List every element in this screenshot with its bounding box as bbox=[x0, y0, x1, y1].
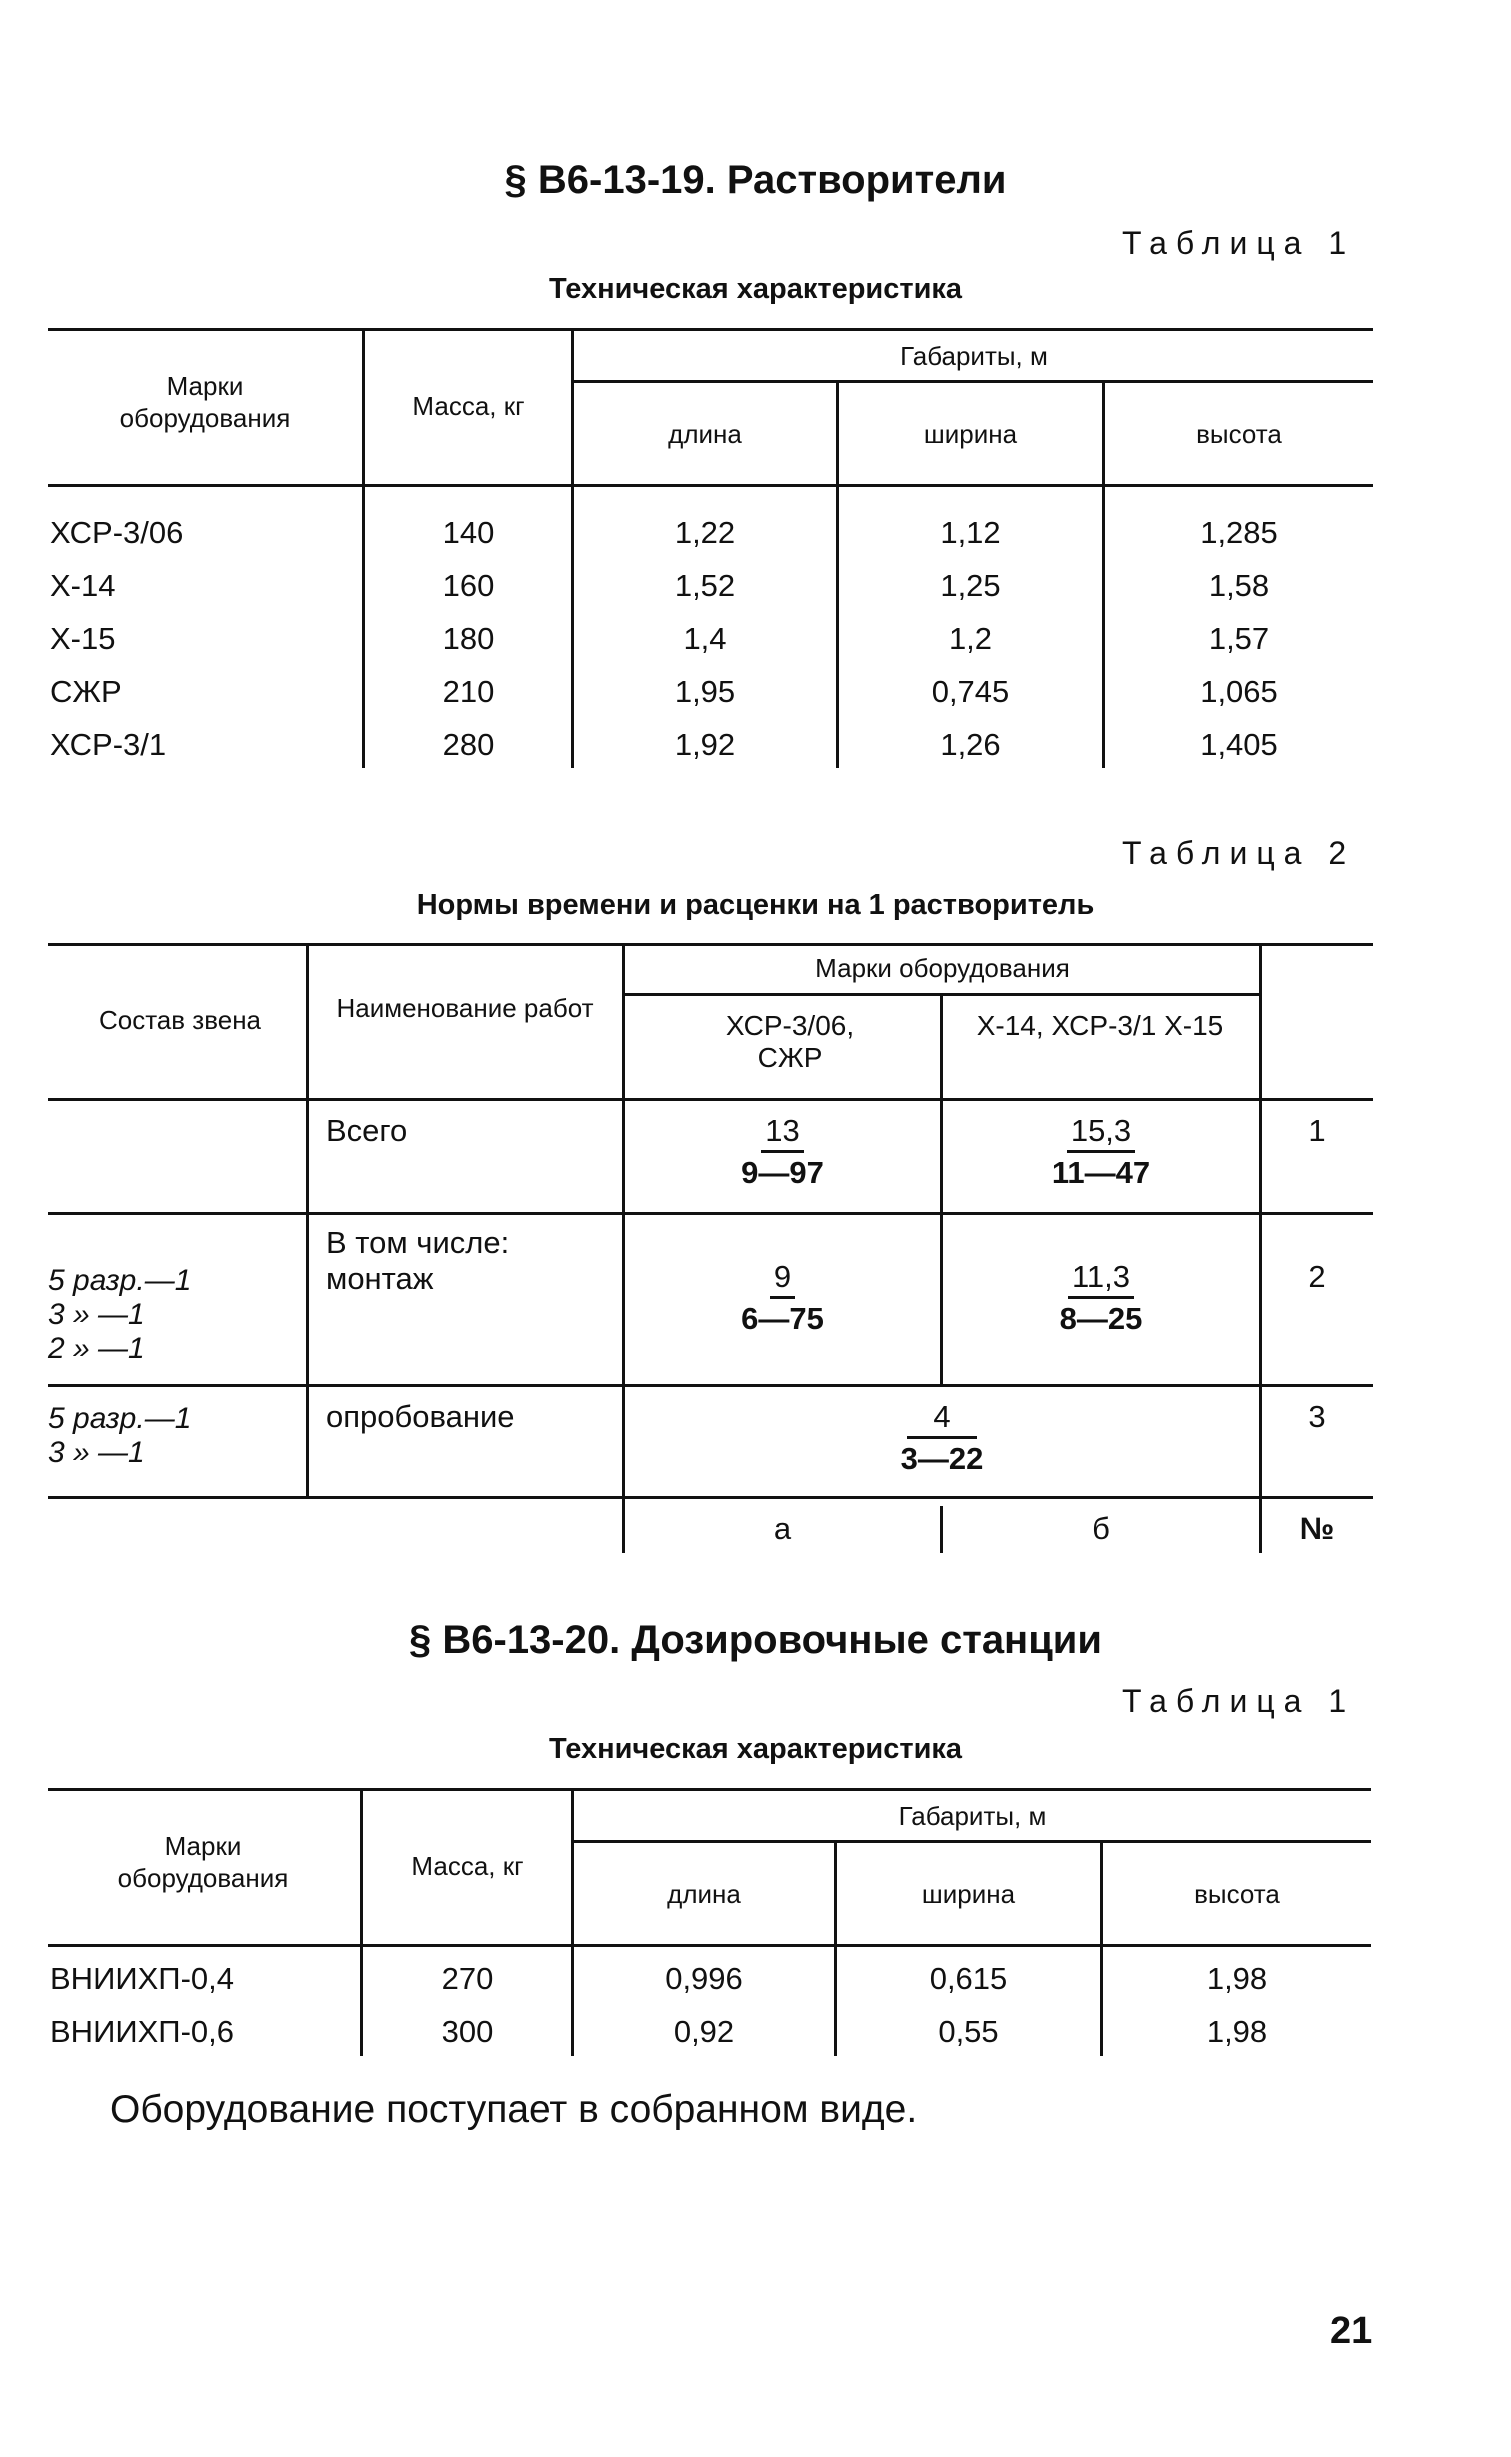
section1-table2-caption: Нормы времени и расценки на 1 растворитель bbox=[416, 889, 1095, 921]
section1-table1-caption: Техническая характеристика bbox=[548, 273, 963, 305]
header-col-a: ХСР-3/06, СЖР bbox=[725, 1010, 855, 1073]
section2-title: § В6-13-20. Дозировочные станции bbox=[409, 1618, 1102, 1662]
page-number: 21 bbox=[1330, 2310, 1373, 2352]
section2-table1-label: Таблица 1 bbox=[1122, 1683, 1356, 1719]
section1-title: § В6-13-19. Растворители bbox=[504, 158, 1007, 202]
section2-table1-caption: Техническая характеристика bbox=[548, 1733, 963, 1765]
header-height: высота bbox=[1196, 419, 1282, 449]
header-brand: Марки оборудования bbox=[119, 371, 291, 433]
header-crew: Состав звена bbox=[98, 1005, 262, 1035]
header-length: длина bbox=[668, 419, 742, 449]
header-brand: Марки оборудования bbox=[117, 1831, 289, 1893]
header-dimensions: Габариты, м bbox=[900, 341, 1048, 371]
header-mass: Масса, кг bbox=[411, 1851, 524, 1881]
header-dimensions: Габариты, м bbox=[898, 1801, 1047, 1831]
section2-note: Оборудование поступает в собранном виде. bbox=[110, 2088, 918, 2131]
header-width: ширина bbox=[923, 419, 1018, 449]
header-work: Наименование работ bbox=[336, 993, 594, 1023]
header-length: длина bbox=[667, 1879, 741, 1909]
section1-table1-label: Таблица 1 bbox=[1122, 225, 1356, 261]
header-col-b: Х-14, ХСР-3/1 Х-15 bbox=[976, 1010, 1224, 1041]
header-width: ширина bbox=[921, 1879, 1016, 1909]
section1-table2-label: Таблица 2 bbox=[1122, 835, 1356, 871]
header-brands: Марки оборудования bbox=[815, 953, 1070, 983]
header-mass: Масса, кг bbox=[412, 391, 525, 421]
header-height: высота bbox=[1194, 1879, 1280, 1909]
